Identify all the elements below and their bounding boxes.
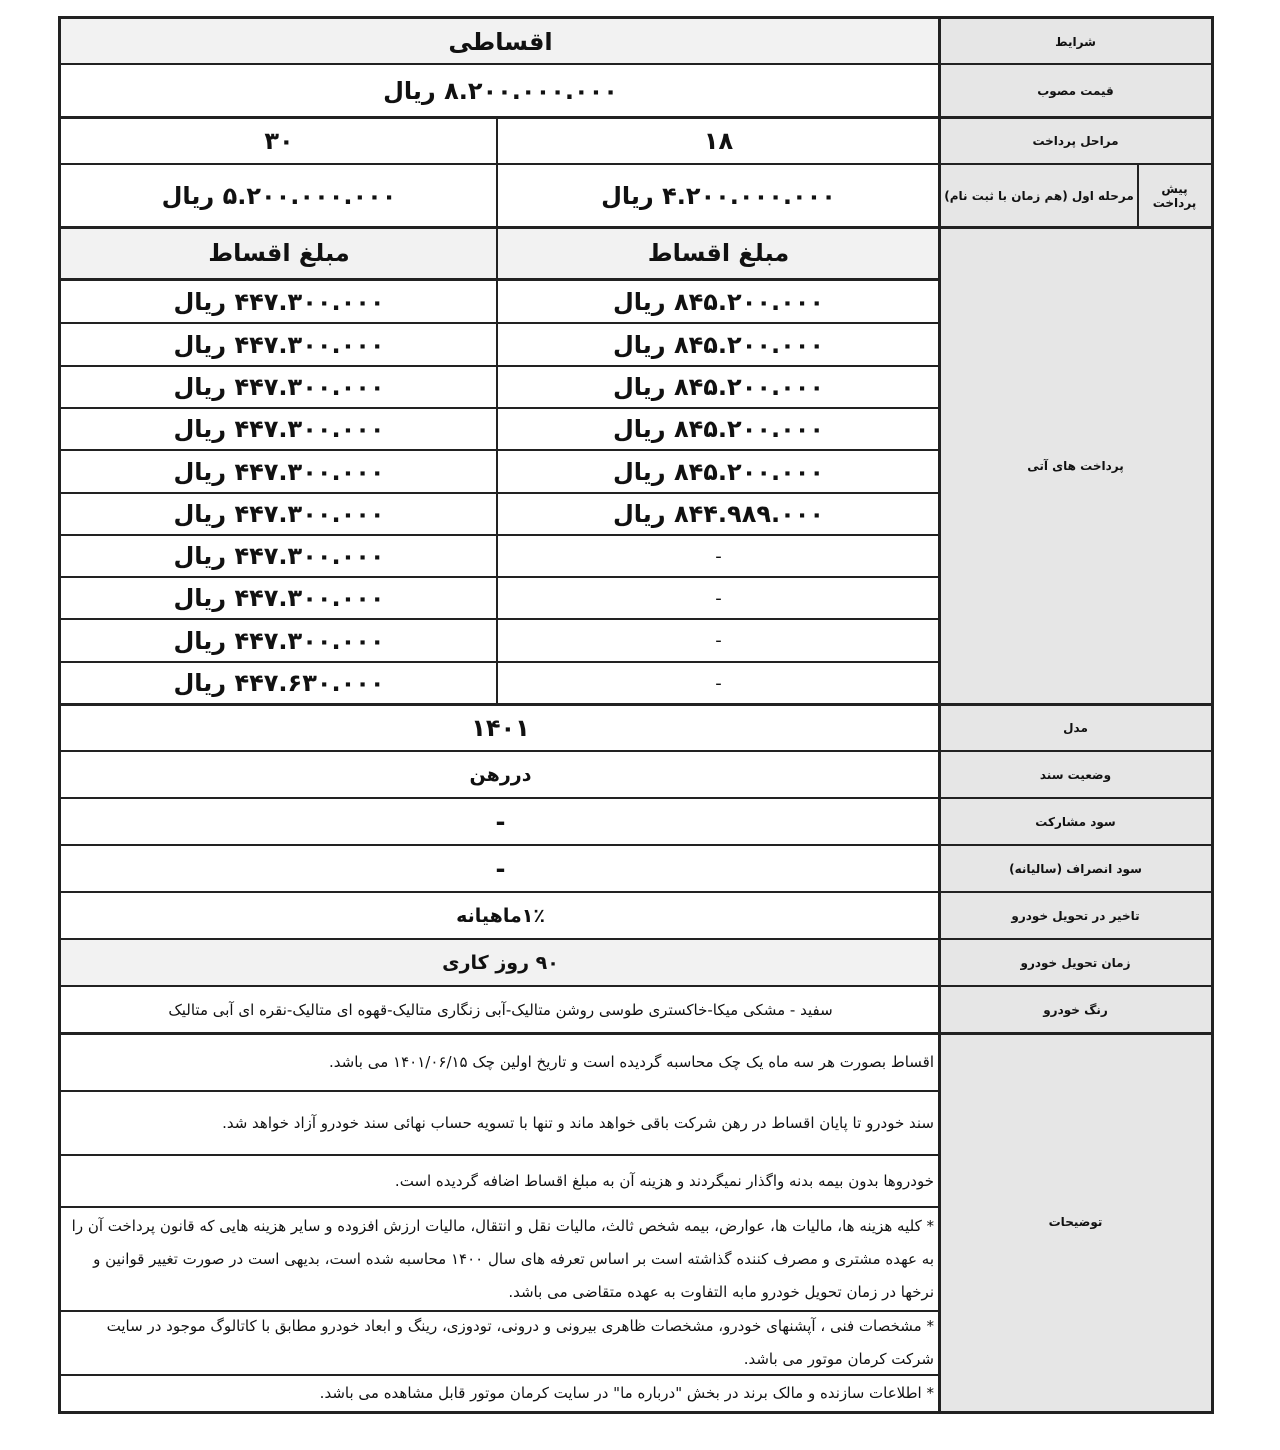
row-divider — [61, 1090, 940, 1092]
label-delivery-time: زمان تحویل خودرو — [940, 939, 1211, 986]
row-divider — [61, 226, 1211, 229]
terms-value: اقساطی — [61, 19, 940, 64]
installment-18-row: - — [715, 587, 722, 609]
label-car-color: رنگ خودرو — [940, 986, 1211, 1033]
installment-30-row: ۴۴۷.۳۰۰.۰۰۰ ریال — [173, 288, 385, 316]
installment-30-row: ۴۴۷.۳۰۰.۰۰۰ ریال — [173, 626, 385, 655]
note-4: * کلیه هزینه ها، مالیات ها، عوارض، بیمه شخص ثالث، مالیات نقل و انتقال، مالیات ارزش افزوده و سایر هزینه هایی که قانون پرداخت آن را به عهده مشتری و مصرف کننده گذاشته است بر اساس تعرفه های سال ۱۴۰۰ محاسبه شده است، بدیهی است در صورت تغییر قوانین و نرخها در زمان تحویل خودرو مابه التفاوت به عهده متقاضی می باشد. — [71, 1216, 934, 1301]
row-divider — [61, 844, 1211, 846]
row-divider — [61, 1310, 940, 1312]
installment-30-row: ۴۴۷.۶۳۰.۰۰۰ ریال — [173, 669, 385, 697]
row-divider — [61, 891, 1211, 893]
label-approved-price: قیمت مصوب — [940, 64, 1211, 117]
installment-30-row: ۴۴۷.۳۰۰.۰۰۰ ریال — [173, 500, 385, 528]
label-descriptions: توضیحات — [940, 1033, 1211, 1411]
label-first-stage: مرحله اول (هم زمان با ثبت نام) — [940, 164, 1138, 227]
label-delivery-delay: تاخیر در تحویل خودرو — [940, 892, 1211, 939]
installment-18-row: - — [715, 672, 722, 694]
note-6: * اطلاعات سازنده و مالک برند در بخش "درباره ما" در سایت کرمان موتور قابل مشاهده می باشد. — [319, 1383, 934, 1402]
delivery-time-value: ۹۰ روز کاری — [61, 939, 940, 986]
label-payment-stages: مراحل پرداخت — [940, 117, 1211, 164]
row-divider — [61, 1032, 1211, 1035]
installment-18-row: ۸۴۴.۹۸۹.۰۰۰ ریال — [612, 500, 825, 528]
car-color-value: سفید - مشکی میکا-خاکستری طوسی روشن متالیک-آبی زنگاری متالیک-قهوه ای متالیک-نقره ای آبی متالیک — [168, 1000, 833, 1019]
row-divider — [61, 985, 1211, 987]
row-divider — [61, 116, 1211, 119]
installment-18-row: - — [715, 545, 722, 567]
stages-30: ۳۰ — [264, 126, 294, 155]
installment-18-row: - — [715, 630, 722, 651]
model-value: ۱۴۰۱ — [471, 713, 530, 742]
row-divider — [61, 797, 1211, 799]
installment-30-row: ۴۴۷.۳۰۰.۰۰۰ ریال — [173, 457, 385, 486]
row-divider — [61, 1374, 940, 1376]
label-model: مدل — [940, 704, 1211, 751]
participation-profit-value: - — [495, 807, 506, 836]
label-cancellation-profit: سود انصراف (سالیانه) — [940, 845, 1211, 892]
column-divider — [1137, 164, 1139, 227]
delivery-delay-value: ۱٪ماهیانه — [456, 904, 545, 927]
document-status-value: دررهن — [469, 763, 532, 786]
prepay-30: ۵.۲۰۰.۰۰۰.۰۰۰ ریال — [161, 181, 397, 210]
cancellation-profit-value: - — [495, 854, 506, 883]
label-future-payments: پرداخت های آتی — [940, 227, 1211, 704]
row-divider — [61, 703, 1211, 706]
note-1: اقساط بصورت هر سه ماه یک چک محاسبه گردیده است و تاریخ اولین چک ۱۴۰۱/۰۶/۱۵ می باشد. — [329, 1052, 934, 1071]
label-prepayment: پیش پرداخت — [1138, 164, 1211, 227]
approved-price-value: ۸.۲۰۰.۰۰۰.۰۰۰ ریال — [383, 76, 618, 105]
installment-30-row: ۴۴۷.۳۰۰.۰۰۰ ریال — [173, 373, 385, 401]
installment-18-row: ۸۴۵.۲۰۰.۰۰۰ ریال — [612, 457, 825, 486]
installment-18-row: ۸۴۵.۲۰۰.۰۰۰ ریال — [612, 330, 825, 359]
installment-30-row: ۴۴۷.۳۰۰.۰۰۰ ریال — [173, 584, 385, 612]
prepay-18: ۴.۲۰۰.۰۰۰.۰۰۰ ریال — [601, 181, 836, 210]
row-divider — [61, 163, 1211, 165]
label-participation-profit: سود مشارکت — [940, 798, 1211, 845]
installment-18-row: ۸۴۵.۲۰۰.۰۰۰ ریال — [612, 415, 825, 443]
installment-30-row: ۴۴۷.۳۰۰.۰۰۰ ریال — [173, 542, 385, 570]
note-3: خودروها بدون بیمه بدنه واگذار نمیگردند و هزینه آن به مبلغ اقساط اضافه گردیده است. — [394, 1171, 934, 1190]
note-5: * مشخصات فنی ، آپشنهای خودرو، مشخصات ظاهری بیرونی و درونی، تودوزی، رینگ و ابعاد خودرو مطابق با کاتالوگ موجود در سایت شرکت کرمان موتور می باشد. — [106, 1317, 934, 1368]
label-terms: شرایط — [940, 19, 1211, 64]
label-document-status: وضعیت سند — [940, 751, 1211, 798]
stages-18: ۱۸ — [703, 126, 734, 155]
installment-header-18: مبلغ اقساط — [497, 227, 940, 279]
row-divider — [61, 278, 940, 281]
row-divider — [61, 1154, 940, 1156]
installment-header-30: مبلغ اقساط — [61, 227, 497, 279]
installment-18-row: ۸۴۵.۲۰۰.۰۰۰ ریال — [612, 373, 825, 401]
column-divider — [496, 117, 498, 704]
row-divider — [61, 938, 1211, 940]
row-divider — [61, 63, 1211, 65]
row-divider — [61, 750, 1211, 752]
note-2: سند خودرو تا پایان اقساط در رهن شرکت باقی خواهد ماند و تنها با تسویه حساب نهائی سند خودرو آزاد خواهد شد. — [222, 1113, 934, 1132]
installment-30-row: ۴۴۷.۳۰۰.۰۰۰ ریال — [173, 330, 385, 359]
row-divider — [61, 1206, 940, 1208]
installment-30-row: ۴۴۷.۳۰۰.۰۰۰ ریال — [173, 415, 385, 443]
installment-18-row: ۸۴۵.۲۰۰.۰۰۰ ریال — [612, 288, 825, 316]
